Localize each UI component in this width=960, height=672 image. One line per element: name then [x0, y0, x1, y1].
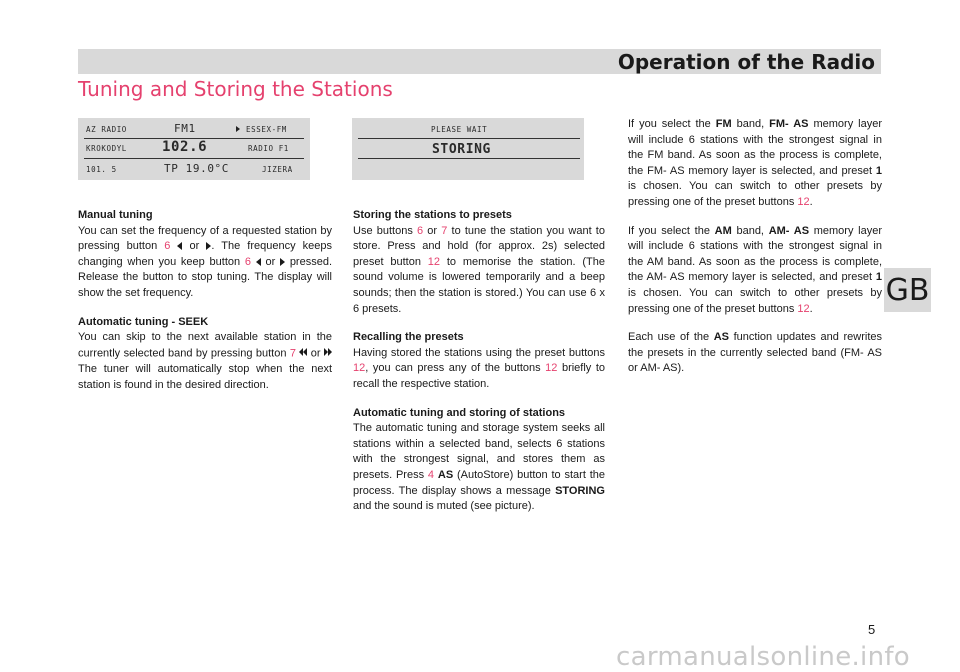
display-divider [358, 138, 580, 139]
seek-text: You can skip to the next available station in the currently selected band by pressing button 7 or The tuner will automatically stop when the next station is found in the desired direction. [78, 331, 332, 391]
display-row2-right: RADIO F1 [248, 144, 289, 153]
display-row3-right: JIZERA [262, 165, 293, 174]
storing-heading: Storing the stations to presets [353, 209, 512, 221]
recalling-text: Having stored the stations using the preset buttons 12, you can press any of the buttons 12 briefly to recall the respective station. [353, 346, 605, 390]
display-divider [358, 158, 580, 159]
display-row3-left: 101. 5 [86, 165, 117, 174]
fm-paragraph: If you select the FM band, FM- AS memory layer will include 6 stations with the strongest signal in the FM band. As soon as the process is complete, the FM- AS memory layer is selected, and preset 1 is chosen. You can switch to other presets by pressing one of the preset buttons 12. [628, 118, 882, 208]
display-row1-right: ESSEX-FM [246, 125, 287, 134]
watermark: carmanualsonline.info [616, 642, 911, 672]
manual-tuning-heading: Manual tuning [78, 209, 153, 221]
page-number: 5 [868, 622, 876, 637]
display-row1-left: AZ RADIO [86, 125, 127, 134]
display-storing: STORING [432, 142, 491, 157]
seek-forward-icon [324, 346, 332, 362]
column-left [78, 208, 332, 406]
display-frequency: 102.6 [162, 139, 208, 155]
page-title: Tuning and Storing the Stations [78, 77, 393, 101]
header-title: Operation of the Radio [617, 50, 875, 74]
column-right [628, 117, 882, 390]
display-message: PLEASE WAIT [431, 125, 488, 134]
manual-tuning-text: You can set the frequency of a requested station by pressing button 6 or . The frequency keeps changing when you keep button 6 or pressed. Release the button to stop tuning. The display will show the set frequency. [78, 224, 333, 299]
radio-display-storing [352, 118, 584, 180]
recalling-heading: Recalling the presets [353, 331, 464, 344]
arrow-right-icon [236, 126, 240, 132]
autostore-heading: Automatic tuning and storing of stations [353, 406, 566, 419]
column-middle [353, 208, 605, 528]
display-temperature: TP 19.0°C [164, 162, 230, 175]
display-divider [84, 158, 304, 159]
language-tab: GB [884, 268, 931, 312]
radio-display-stations [78, 118, 310, 180]
storing-text: Use buttons 6 or 7 to tune the station you want to store. Press and hold (for approx. 2s) selected preset button 12 to memorise the station. (The sound volume is lowered temporarily and a beep sounds; then the station is stored.) You can use 6 x 6 presets. [353, 224, 605, 315]
am-paragraph: If you select the AM band, AM- AS memory layer will include 6 stations with the strongest signal in the AM band. As soon as the process is complete, the AM- AS memory layer is selected, and preset 1 is chosen. You can switch to other presets by pressing one of the preset buttons 12. [628, 224, 882, 315]
display-band: FM1 [174, 122, 196, 135]
display-row2-left: KROKODYL [86, 144, 127, 153]
autostore-text: The automatic tuning and storage system seeks all stations within a selected band, selects 6 stations with the strongest signal, and stores them as presets. Press 4 AS (AutoStore) button to start the process. The display shows a message STORING and the sound is muted (see picture). [353, 422, 606, 513]
as-paragraph: Each use of the AS function updates and rewrites the presets in the currently selected band (FM- AS or AM- AS). [628, 331, 882, 375]
seek-heading: Automatic tuning - SEEK [78, 315, 209, 328]
header-bar [78, 49, 881, 74]
